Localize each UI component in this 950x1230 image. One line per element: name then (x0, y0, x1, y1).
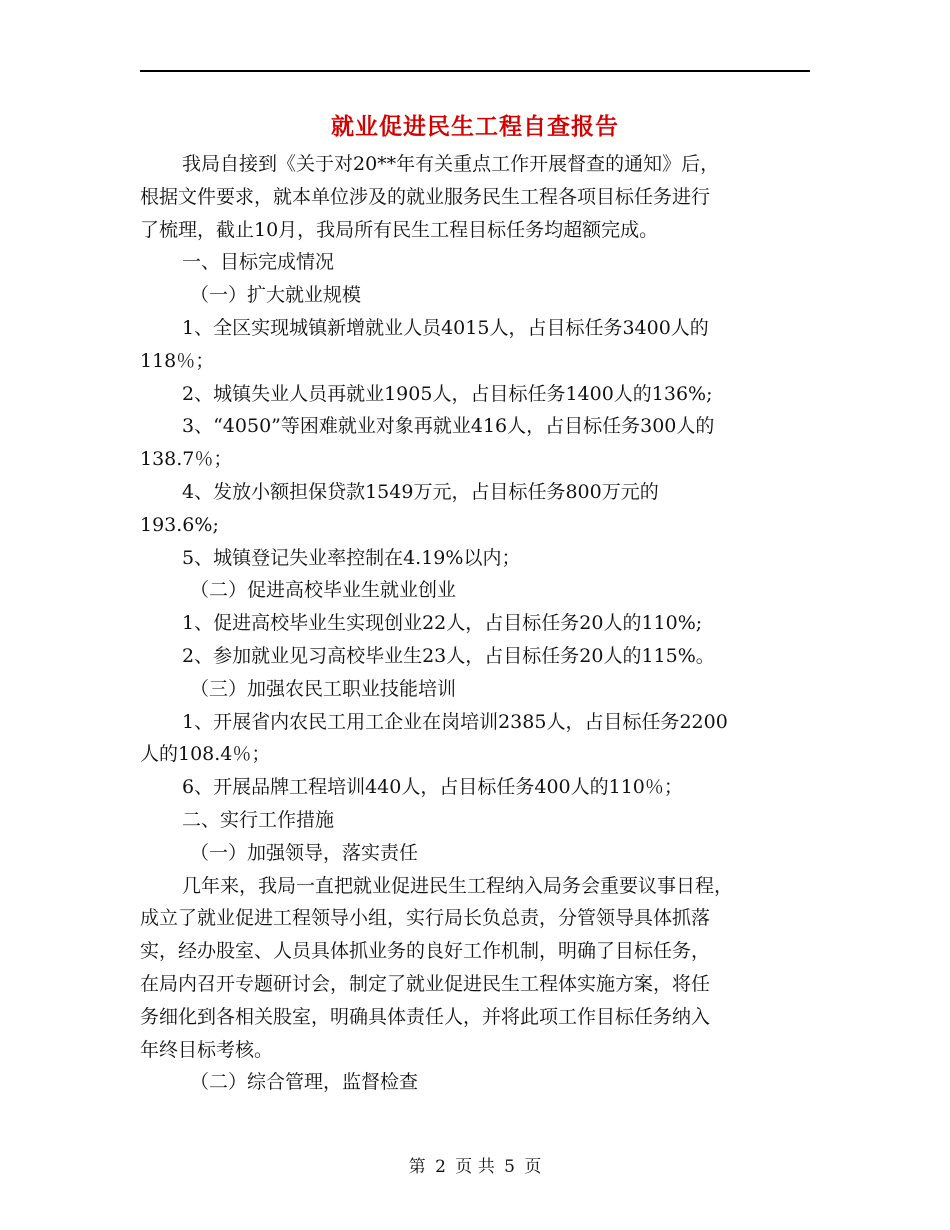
paragraph-line: 在局内召开专题研讨会，制定了就业促进民生工程体实施方案，将任 (140, 972, 711, 995)
page-label-suffix: 页 (524, 1157, 542, 1177)
header-rule (140, 70, 810, 72)
section-heading: 二、实行工作措施 (182, 808, 335, 831)
paragraph-line: 务细化到各相关股室，明确具体责任人，并将此项工作目标任务纳入 (140, 1005, 711, 1028)
list-item-line: 3、“4050”等困难就业对象再就业416人，占目标任务300人的 (182, 415, 715, 438)
list-item-line: 138.7％； (140, 448, 233, 471)
document-body (140, 148, 810, 1099)
list-item-line: 2、城镇失业人员再就业1905人，占目标任务1400人的136%; (182, 382, 713, 405)
list-item-line: 118％； (140, 349, 215, 372)
paragraph-line: 实，经办股室、人员具体抓业务的良好工作机制，明确了目标任务， (140, 940, 711, 963)
paragraph-line: 几年来，我局一直把就业促进民生工程纳入局务会重要议事日程， (182, 874, 734, 897)
subsection-heading: （一）扩大就业规模 (190, 284, 362, 307)
paragraph-line: 根据文件要求，就本单位涉及的就业服务民生工程各项目标任务进行 (140, 185, 711, 208)
list-item-line: 人的108.4％； (140, 743, 271, 766)
total-pages-number: 5 (504, 1157, 515, 1177)
paragraph-line: 我局自接到《关于对20**年有关重点工作开展督查的通知》后， (182, 153, 720, 175)
subsection-heading: （三）加强农民工职业技能培训 (190, 677, 457, 700)
list-item-line: 193.6%; (140, 513, 219, 536)
page-footer (0, 1152, 950, 1177)
subsection-heading: （二）促进高校毕业生就业创业 (190, 579, 457, 602)
section-heading: 一、目标完成情况 (182, 251, 335, 274)
paragraph-line: 了梳理，截止10月，我局所有民生工程目标任务均超额完成。 (140, 218, 659, 241)
paragraph-line: 年终目标考核。 (140, 1038, 274, 1061)
page-label-mid: 页 共 (455, 1157, 495, 1177)
list-item-line: 6、开展品牌工程培训440人，占目标任务400人的110％； (182, 776, 683, 799)
document-title: 就业促进民生工程自查报告 (331, 113, 619, 140)
paragraph-line: 成立了就业促进工程领导小组，实行局长负总责，分管领导具体抓落 (140, 907, 711, 930)
subsection-heading: （一）加强领导，落实责任 (190, 841, 419, 864)
list-item-line: 2、参加就业见习高校毕业生23人，占目标任务20人的115%。 (182, 644, 715, 667)
subsection-heading: （二）综合管理，监督检查 (190, 1071, 419, 1094)
list-item-line: 1、全区实现城镇新增就业人员4015人，占目标任务3400人的 (182, 316, 709, 339)
page-label-prefix: 第 (408, 1157, 426, 1177)
list-item-line: 5、城镇登记失业率控制在4.19%以内； (182, 546, 521, 569)
list-item-line: 1、开展省内农民工用工企业在岗培训2385人，占目标任务2200 (182, 710, 728, 733)
current-page-number: 2 (435, 1157, 446, 1177)
list-item-line: 4、发放小额担保贷款1549万元，占目标任务800万元的 (182, 480, 659, 503)
list-item-line: 1、促进高校毕业生实现创业22人，占目标任务20人的110%; (182, 612, 703, 635)
